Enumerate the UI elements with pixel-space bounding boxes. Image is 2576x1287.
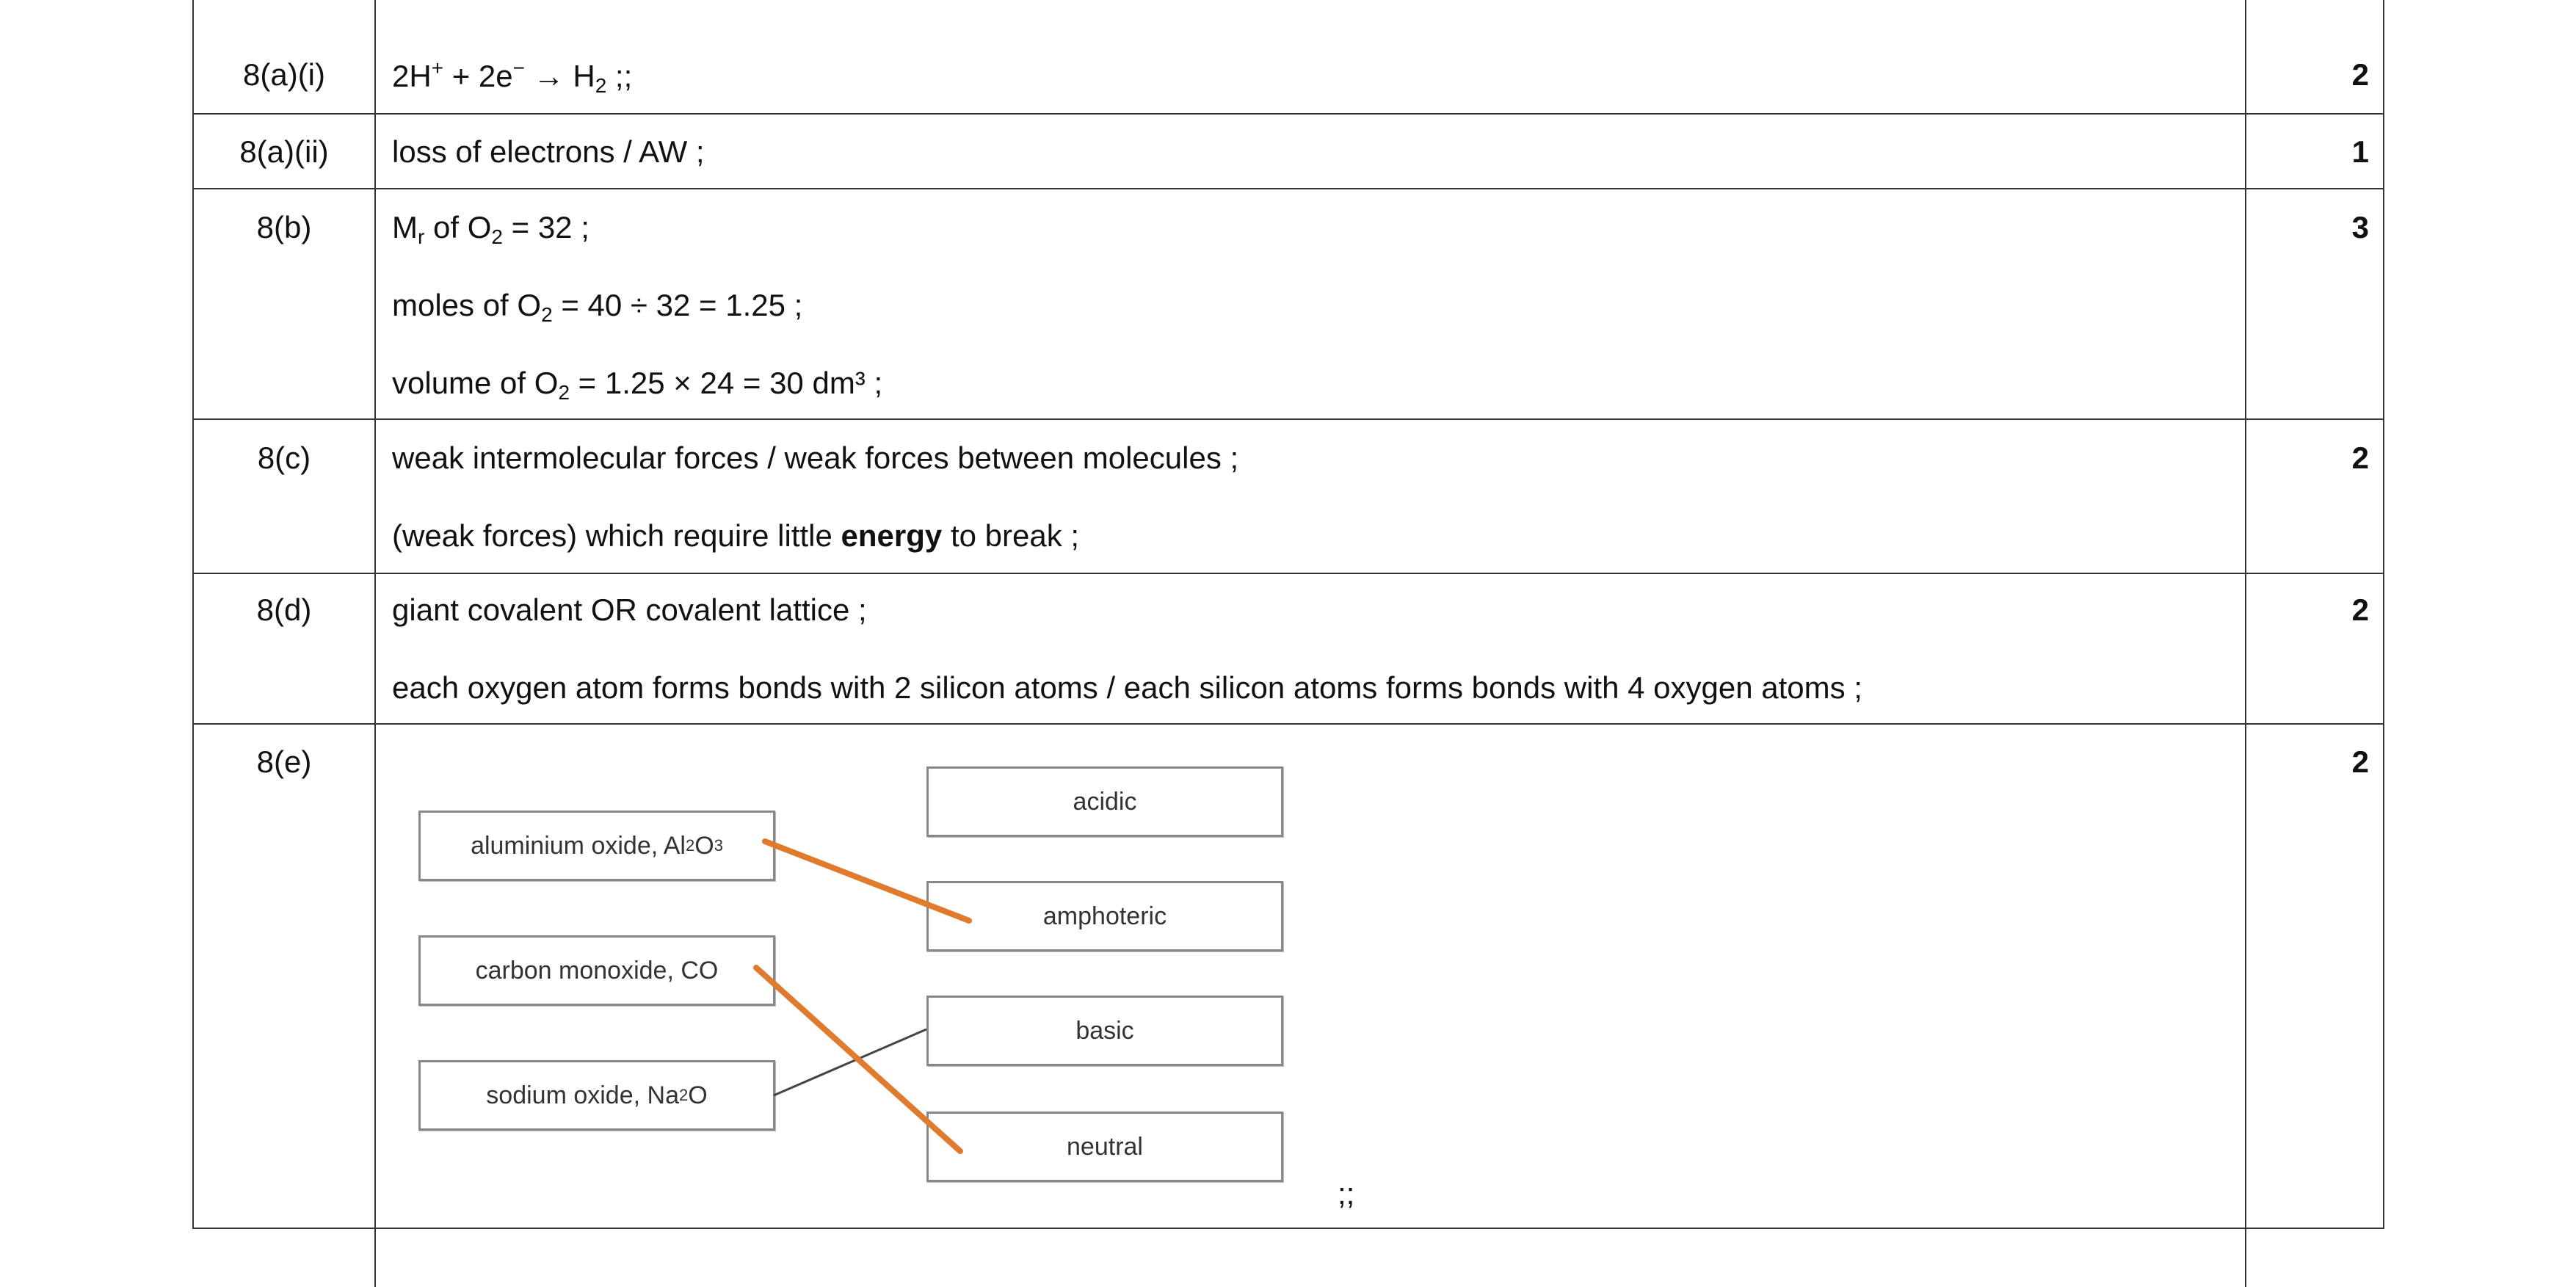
box-label: carbon monoxide, CO bbox=[475, 956, 719, 985]
box-label: O bbox=[694, 831, 714, 860]
answer-text: = 32 ; bbox=[502, 210, 589, 244]
property-box-basic bbox=[926, 996, 1283, 1066]
property-box-neutral bbox=[926, 1112, 1283, 1182]
answer-text: of O bbox=[424, 210, 492, 244]
column-divider-marks-top bbox=[2245, 0, 2246, 51]
answer-text: = 1.25 × 24 = 30 dm³ ; bbox=[570, 366, 883, 400]
property-box-amphoteric bbox=[926, 881, 1283, 951]
answer-line: each oxygen atom forms bonds with 2 silicon atoms / each silicon atoms forms bonds with 4 oxygen atoms ; bbox=[392, 670, 1862, 705]
subscript: r bbox=[418, 225, 425, 248]
subscript: 2 bbox=[558, 381, 570, 404]
given-connector-sodium-basic bbox=[774, 1029, 926, 1095]
bold-keyword: energy bbox=[841, 518, 943, 553]
answer-text: M bbox=[392, 210, 418, 244]
answer-text: volume of O bbox=[392, 366, 559, 400]
oxide-box-aluminium: aluminium oxide, Al 2 O 3 bbox=[418, 811, 775, 881]
answer-line bbox=[392, 366, 883, 404]
answer-text: + 2e bbox=[443, 59, 513, 93]
answer-text: (weak forces) which require little bbox=[392, 518, 841, 553]
question-number: 8(a)(i) bbox=[243, 57, 325, 92]
subscript: 2 bbox=[491, 225, 503, 248]
box-label: neutral bbox=[1067, 1132, 1143, 1161]
question-number: 8(d) bbox=[256, 592, 312, 627]
subscript: 2 bbox=[595, 74, 607, 97]
question-number: 8(b) bbox=[256, 210, 312, 244]
row-divider bbox=[192, 113, 2384, 115]
row-divider bbox=[192, 418, 2384, 420]
row-divider bbox=[192, 188, 2384, 189]
box-label: aluminium oxide, Al bbox=[471, 831, 686, 860]
row-divider bbox=[192, 723, 2384, 725]
answer-line: weak intermolecular forces / weak forces between molecules ; bbox=[392, 441, 1239, 475]
answer-line bbox=[392, 210, 589, 248]
oxide-box-carbon-monoxide bbox=[418, 935, 775, 1006]
property-box-acidic bbox=[926, 766, 1283, 837]
answer-line: giant covalent OR covalent lattice ; bbox=[392, 592, 867, 627]
answer-line: loss of electrons / AW ; bbox=[392, 134, 705, 169]
mark-value: 2 bbox=[2351, 441, 2369, 475]
answer-text: = 40 ÷ 32 = 1.25 ; bbox=[552, 288, 803, 322]
box-label: amphoteric bbox=[1042, 902, 1167, 930]
mark-ticks: ;; bbox=[1338, 1176, 1355, 1211]
question-number: 8(e) bbox=[256, 744, 312, 779]
superscript: − bbox=[512, 57, 526, 79]
mark-value: 2 bbox=[2351, 744, 2369, 779]
mark-value: 2 bbox=[2351, 592, 2369, 627]
answer-text: moles of O bbox=[392, 288, 542, 322]
column-divider-question-top bbox=[374, 0, 376, 51]
row-divider bbox=[192, 573, 2384, 574]
mark-value: 3 bbox=[2351, 210, 2369, 244]
box-label: acidic bbox=[1073, 787, 1137, 816]
answer-text: 2H bbox=[392, 59, 432, 93]
superscript: + bbox=[431, 57, 444, 79]
matching-diagram bbox=[411, 756, 1380, 1211]
question-number: 8(a)(ii) bbox=[239, 134, 329, 169]
box-label: sodium oxide, Na bbox=[486, 1081, 679, 1109]
answer-text: ;; bbox=[606, 59, 633, 93]
answer-line bbox=[392, 518, 1079, 554]
question-number: 8(c) bbox=[257, 441, 311, 475]
box-label: O bbox=[688, 1081, 708, 1109]
oxide-box-sodium: sodium oxide, Na 2 O bbox=[418, 1060, 775, 1131]
mark-value: 2 bbox=[2351, 57, 2369, 92]
answer-line bbox=[392, 288, 803, 326]
answer-line bbox=[392, 57, 633, 97]
answer-text: to break ; bbox=[942, 518, 1080, 553]
mark-value: 1 bbox=[2351, 134, 2369, 169]
box-label: basic bbox=[1075, 1016, 1134, 1045]
answer-text: → H bbox=[525, 59, 595, 93]
column-divider-question bbox=[374, 51, 376, 1287]
subscript: 2 bbox=[541, 303, 553, 326]
